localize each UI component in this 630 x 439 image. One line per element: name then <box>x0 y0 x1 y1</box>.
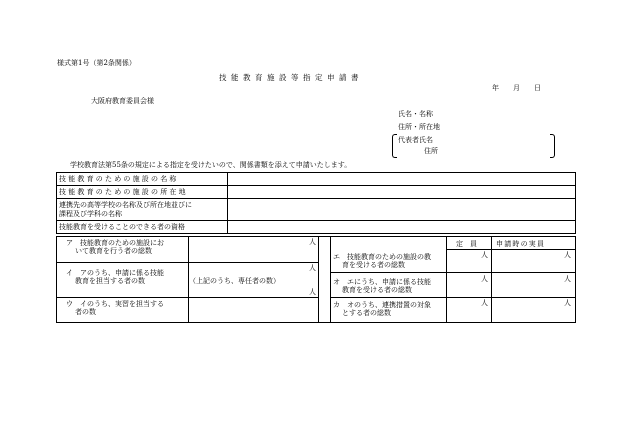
representative-name-label: 代表者氏名 <box>398 136 433 144</box>
representative-bracket-left <box>392 134 397 158</box>
item-o-label: オ エにうち、申請に係る技能 教育を受ける者の総数 <box>333 278 431 295</box>
intro-text: 学校教育法第55条の規定による指定を受けたいので、関係書類を添えて申請いたします。 <box>70 161 352 169</box>
capacity-header: 定 員 <box>456 240 477 248</box>
item-o-actual-unit: 人 <box>564 275 571 283</box>
table-row <box>57 173 576 186</box>
date-line: 年 月 日 <box>492 84 541 92</box>
partner-school-label <box>57 199 228 221</box>
divider <box>56 262 318 263</box>
table-row <box>57 186 576 199</box>
divider <box>330 272 576 273</box>
applicant-address-label: 住所・所在地 <box>398 123 440 131</box>
actual-header: 申請時の実員 <box>496 240 546 248</box>
divider <box>330 236 331 323</box>
item-a-unit: 人 <box>309 238 316 246</box>
item-i-fulltime-label: （上記のうち、専任者の数） <box>189 277 280 285</box>
item-u-label: ウ イのうち、実習を担当する 者の数 <box>66 300 164 317</box>
representative-bracket-right <box>550 134 555 158</box>
eligibility-label: 技能教育を受けることのできる者の資格 <box>57 221 228 234</box>
item-o-capacity-unit: 人 <box>481 275 488 283</box>
table-row <box>57 221 576 234</box>
item-i-unit: 人 <box>309 264 316 272</box>
item-e-actual-unit: 人 <box>564 251 571 259</box>
item-a-label: ア 技能教育のための施設にお いて教育を行う者の総数 <box>66 239 164 256</box>
divider <box>330 297 576 298</box>
table-row <box>57 199 576 221</box>
facility-name-value[interactable] <box>228 173 576 186</box>
facility-info-table <box>56 172 576 234</box>
divider <box>56 297 318 298</box>
addressee: 大阪府教育委員会様 <box>91 97 154 105</box>
item-ka-label: カ オのうち、連携措置の対象 とする者の総数 <box>333 301 431 318</box>
facility-name-label: 技能教育のための施設の名称 <box>57 173 228 186</box>
item-e-capacity-unit: 人 <box>481 251 488 259</box>
partner-school-label-line1: 連携先の高等学校の名称及び所在地並びに <box>59 201 192 210</box>
applicant-name-label: 氏名・名称 <box>398 110 433 118</box>
form-number: 様式第1号（第2条関係） <box>57 59 136 67</box>
facility-address-value[interactable] <box>228 186 576 199</box>
item-ka-capacity-unit: 人 <box>481 299 488 307</box>
facility-address-label: 技能教育のための施設の所在地 <box>57 186 228 199</box>
divider <box>446 249 576 250</box>
item-i-fulltime-unit: 人 <box>309 288 316 296</box>
representative-address-label: 住所 <box>424 147 438 155</box>
page-title: 技能教育施設等指定申請書 <box>219 73 363 82</box>
partner-school-value[interactable] <box>228 199 576 221</box>
item-i-label: イ アのうち、申請に係る技能 教育を担当する者の数 <box>66 269 164 286</box>
eligibility-value[interactable] <box>228 221 576 234</box>
item-ka-actual-unit: 人 <box>564 299 571 307</box>
partner-school-label-line2: 課程及び学科の名称 <box>59 209 122 218</box>
item-e-label: エ 技能教育のための施設の教 育を受ける者の総数 <box>333 253 431 270</box>
divider <box>318 236 319 323</box>
